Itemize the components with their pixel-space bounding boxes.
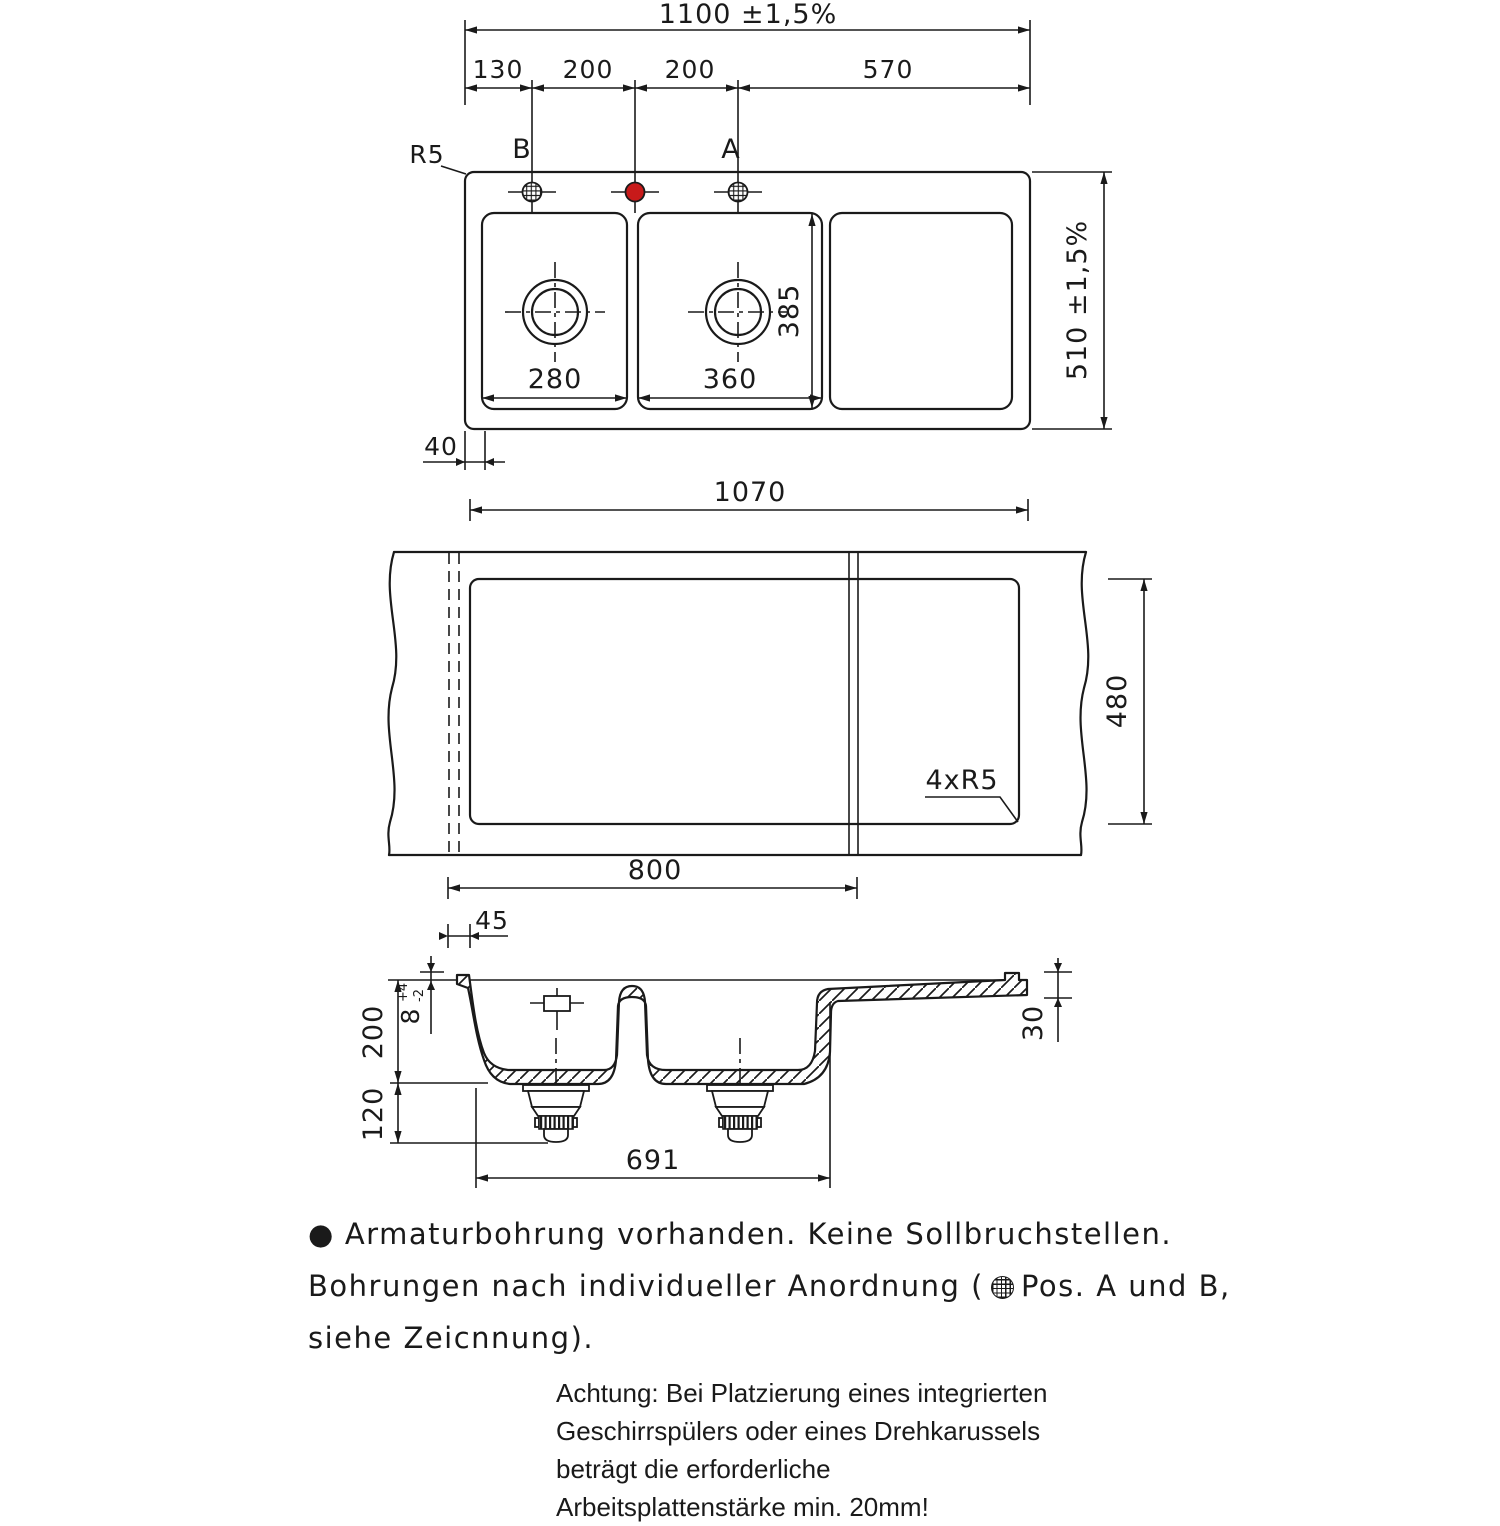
drainboard [830,213,1012,409]
note-line-1 [308,1208,1231,1260]
dim-30-label: 30 [1018,1004,1049,1042]
warning-line-4: Arbeitsplattenstärke min. 20mm! [556,1492,929,1522]
dim-overall-width-label: 1100 ±1,5% [658,0,838,30]
dim-depth-label: 200 [358,1004,389,1060]
dim-rim-thickness [396,956,444,1034]
dim-cutout-width-label: 1070 [713,477,787,508]
warning-line-2: Geschirrspülers oder eines Drehkarussels [556,1416,1041,1446]
note-line2-after: Pos. A und B, [1020,1269,1231,1303]
countertop-break-left [388,552,396,855]
dim-rim-tol-minus: -2 [412,989,427,1002]
note-line-3 [308,1312,1231,1364]
drain-left-section [523,1038,589,1142]
hole-center-red-icon [626,183,645,202]
hatched-hole-icon [991,1276,1014,1299]
dim-bowl1-label: 280 [527,364,583,395]
faucet-hole-section [530,988,584,1030]
hole-a-icon [729,183,748,202]
dim-45-label: 45 [475,906,509,935]
dim-bowl-depth-label: 385 [774,283,805,339]
dim-seg4-label: 570 [862,55,914,84]
section-view [358,956,1072,1188]
drain-main-topview [688,262,788,362]
dim-seg1-label: 130 [472,55,524,84]
note-block [308,1208,1231,1364]
dim-bowlzone-label: 800 [627,855,683,886]
cutout-view [388,477,1152,948]
warning-line-3: beträgt die erforderliche [556,1454,831,1484]
faucet-holes [508,183,762,202]
dim-bowl2-label: 360 [702,364,758,395]
r5-label: R5 [409,140,445,169]
countertop-break-right [1080,552,1088,855]
note-line2-before: Bohrungen nach individueller Anordnung ( [308,1269,984,1303]
dim-drain-span-label: 691 [625,1145,681,1176]
dim-drain-height-label: 120 [358,1086,389,1142]
hole-b-label: B [512,134,532,165]
dim-cutout-height-label: 480 [1102,673,1133,729]
top-view [409,0,1112,470]
warning-block [556,1374,1047,1526]
drain-left-topview [505,262,605,362]
note-line-2 [308,1260,1231,1312]
dim-board-edge [1018,958,1072,1042]
dim-overall-width [465,0,1030,105]
dim-seg2-label: 200 [562,55,614,84]
drain-main-section [707,1038,773,1142]
warning-line-1: Achtung: Bei Platzierung eines integrierten [556,1378,1048,1408]
dim-rim-tol-plus: +4 [396,982,411,1002]
note-line1-text: Armaturbohrung vorhanden. Keine Sollbruchstellen. [344,1217,1173,1251]
dim-seg3-label: 200 [664,55,716,84]
dim-45 [439,906,509,948]
dim-overall-depth-label: 510 ±1,5% [1062,219,1093,381]
dim-left-offset [423,431,505,470]
cutout-radius-label: 4xR5 [925,765,999,796]
dim-40-label: 40 [424,432,458,461]
sink-section-shell [457,973,1027,1084]
bullet-icon: ● [308,1217,335,1251]
hole-b-icon [523,183,542,202]
hole-a-label: A [721,134,741,165]
note-line3-text: siehe Zeicnnung). [308,1321,595,1355]
dim-rim-label: 8 [396,1007,425,1025]
